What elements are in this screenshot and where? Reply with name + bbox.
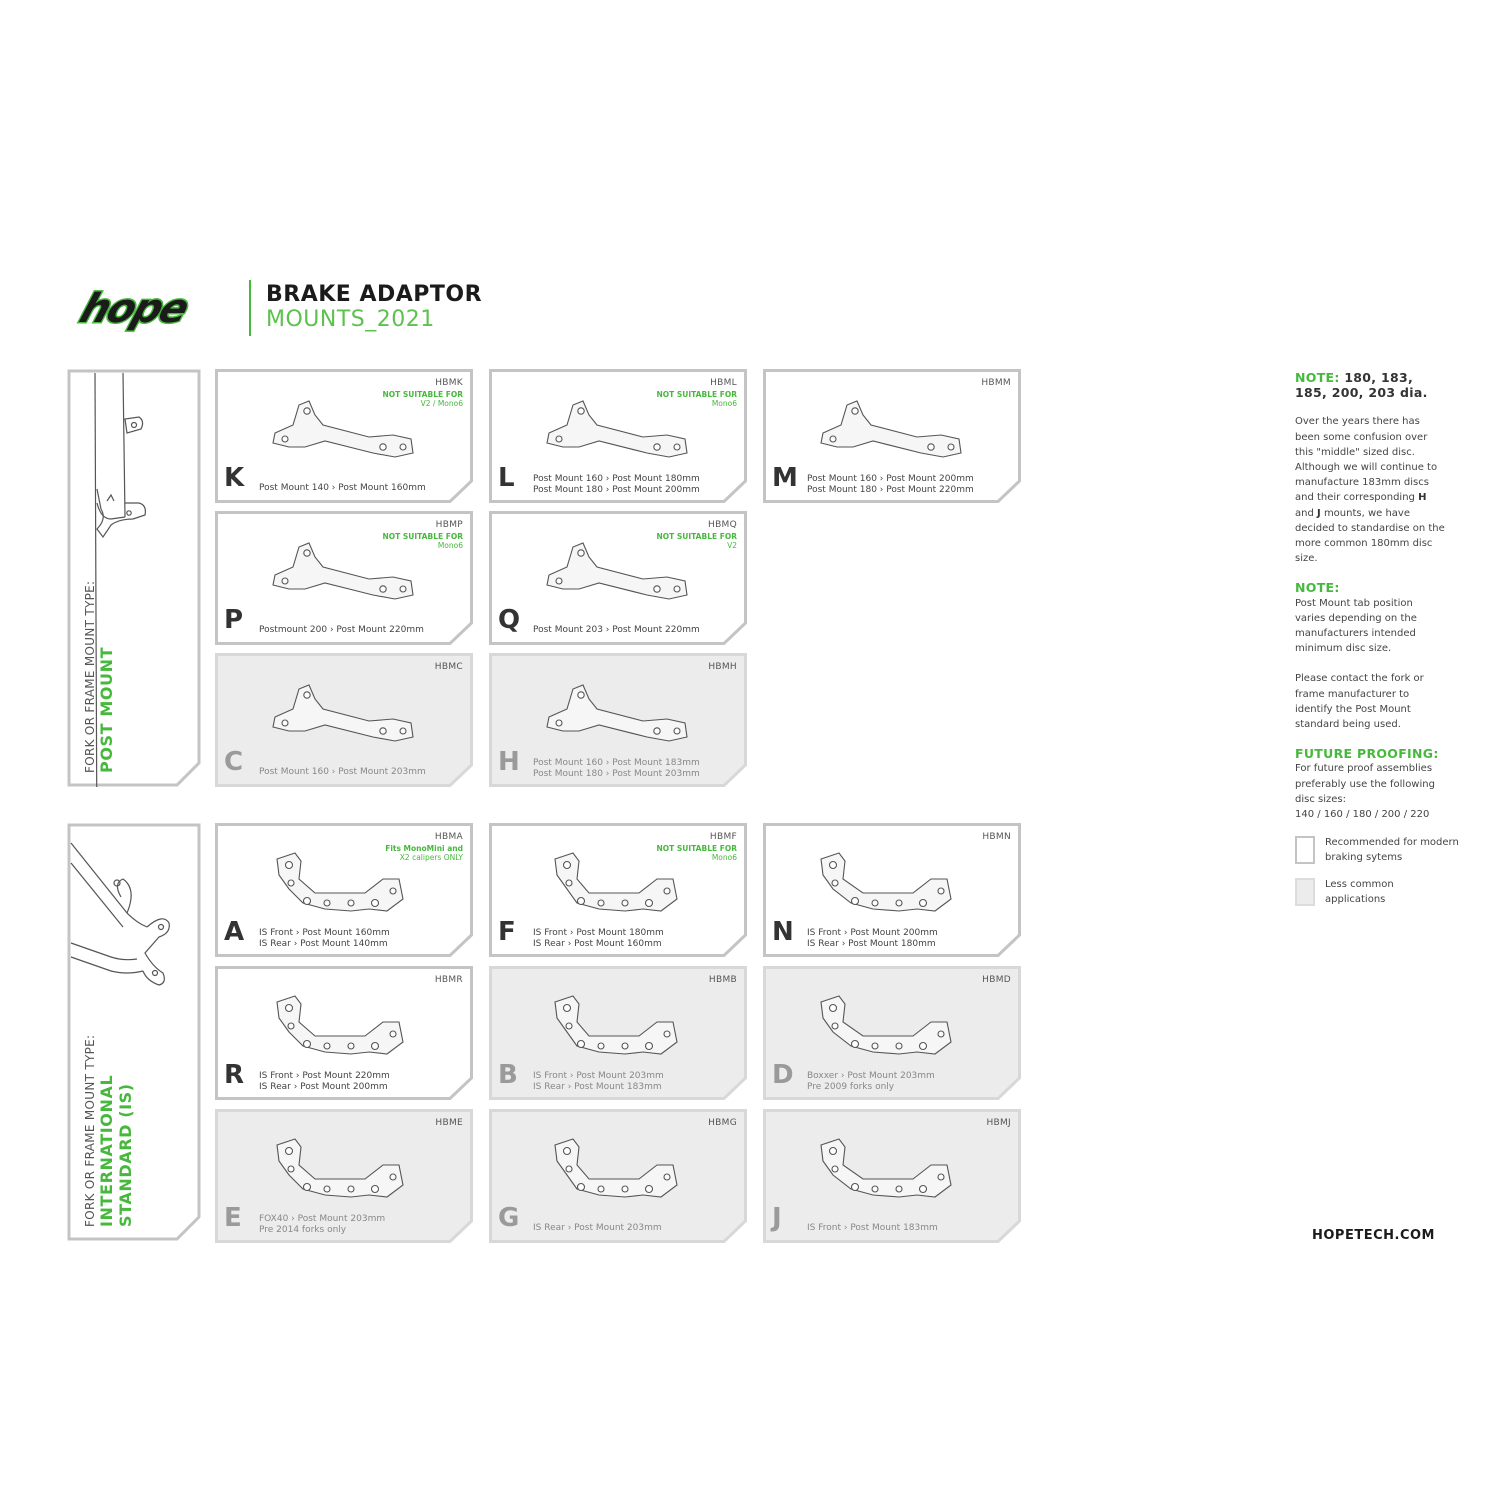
mount-letter: F: [498, 917, 516, 947]
description-line: IS Front › Post Mount 160mm: [259, 928, 390, 938]
mount-letter: L: [498, 463, 515, 493]
warning-line: NOT SUITABLE FOR: [656, 390, 737, 399]
sidebar-notes: [1295, 370, 1465, 822]
page-subtitle: MOUNTS_2021: [266, 307, 435, 332]
mount-description: [259, 1214, 385, 1236]
mount-description: [259, 928, 390, 950]
adaptor-card-r: [215, 966, 473, 1100]
description-line: FOX40 › Post Mount 203mm: [259, 1214, 386, 1224]
note-label: NOTE:: [1295, 370, 1340, 385]
mount-letter: R: [224, 1060, 245, 1090]
is-adaptor-icon: [265, 992, 425, 1062]
warning-line: V2 / Mono6: [420, 399, 463, 408]
warning-line: NOT SUITABLE FOR: [656, 532, 737, 541]
description-line: IS Rear › Post Mount 200mm: [259, 1082, 388, 1092]
adaptor-illustration: [813, 849, 973, 923]
part-code: HBMJ: [986, 1118, 1011, 1128]
note-and: and: [1295, 507, 1314, 519]
is-adaptor-icon: [539, 992, 699, 1062]
part-code: HBMA: [434, 832, 463, 842]
section-main-label: INTERNATIONAL: [97, 1074, 116, 1227]
adaptor-illustration: [813, 992, 973, 1066]
hope-logo: [68, 284, 240, 334]
description-line: Post Mount 180 › Post Mount 200mm: [533, 485, 700, 495]
part-code: HBMR: [434, 975, 463, 985]
mount-letter: P: [224, 605, 244, 635]
description-line: IS Front › Post Mount 220mm: [259, 1071, 390, 1081]
description-line: IS Rear › Post Mount 180mm: [807, 939, 936, 949]
adaptor-card-h: [489, 653, 747, 787]
mount-description: [533, 928, 664, 950]
mount-description: [259, 483, 426, 494]
part-code: HBMB: [708, 975, 737, 985]
mount-description: [533, 758, 700, 780]
description-line: Pre 2014 forks only: [259, 1225, 347, 1235]
legend-label: Less common applications: [1325, 879, 1394, 905]
is-adaptor-icon: [813, 1135, 973, 1205]
description-line: IS Rear › Post Mount 183mm: [533, 1082, 662, 1092]
adaptor-illustration: [539, 679, 699, 753]
legend-less-common: [1295, 878, 1465, 908]
description-line: Pre 2009 forks only: [807, 1082, 895, 1092]
mount-letter: Q: [498, 605, 521, 635]
section-pre-label: FORK OR FRAME MOUNT TYPE:: [83, 1034, 97, 1227]
note-j: J: [1317, 507, 1321, 519]
part-code: HBME: [435, 1118, 463, 1128]
section-main-label: POST MOUNT: [97, 646, 116, 773]
warning-line: Fits MonoMini and: [385, 844, 463, 853]
note-body-b: mounts, we have decided to standardise on the more common 180mm disc size.: [1295, 507, 1445, 565]
section-pre-label: FORK OR FRAME MOUNT TYPE:: [83, 580, 97, 773]
note-h: H: [1418, 492, 1427, 504]
future-body: For future proof assemblies preferably use the following disc sizes:: [1295, 763, 1435, 805]
description-line: IS Front › Post Mount 180mm: [533, 928, 664, 938]
warning-line: NOT SUITABLE FOR: [656, 844, 737, 853]
compatibility-warning: [382, 532, 463, 550]
mount-description: [807, 1223, 938, 1234]
legend-swatch-outline: [1295, 836, 1315, 864]
section-label-is: [83, 1035, 135, 1227]
adaptor-card-n: [763, 823, 1021, 957]
compatibility-warning: [382, 390, 463, 408]
adaptor-card-k: [215, 369, 473, 503]
mount-description: [259, 625, 424, 636]
description-line: Post Mount 160 › Post Mount 183mm: [533, 758, 700, 768]
adaptor-card-q: [489, 511, 747, 645]
adaptor-card-a: [215, 823, 473, 957]
mount-letter: C: [224, 747, 244, 777]
section-international-standard: [67, 823, 201, 1241]
mount-description: [807, 1071, 935, 1093]
is-adaptor-icon: [813, 849, 973, 919]
description-line: IS Front › Post Mount 203mm: [533, 1071, 664, 1081]
description-line: Post Mount 160 › Post Mount 203mm: [259, 767, 426, 777]
part-code: HBMP: [435, 520, 463, 530]
adaptor-card-g: [489, 1109, 747, 1243]
section-main-label: STANDARD (IS): [116, 1083, 135, 1227]
part-code: HBMM: [981, 378, 1011, 388]
description-line: IS Front › Post Mount 183mm: [807, 1223, 938, 1233]
description-line: Post Mount 180 › Post Mount 220mm: [807, 485, 974, 495]
description-line: Post Mount 203 › Post Mount 220mm: [533, 625, 700, 635]
adaptor-illustration: [265, 992, 425, 1066]
part-code: HBMD: [982, 975, 1011, 985]
description-line: IS Rear › Post Mount 140mm: [259, 939, 388, 949]
section-post-mount: [67, 369, 201, 787]
post-mount-adaptor-icon: [265, 679, 425, 749]
note2-heading: NOTE:: [1295, 580, 1340, 596]
adaptor-card-f: [489, 823, 747, 957]
note-body-a: Over the years there has been some confusion over this "middle" sized disc. Although we will continue to manufacture 183mm discs and their corresponding: [1295, 416, 1438, 504]
mount-letter: H: [498, 747, 520, 777]
website-link[interactable]: HOPETECH.COM: [1312, 1228, 1435, 1243]
adaptor-card-l: [489, 369, 747, 503]
compatibility-warning: [656, 390, 737, 408]
warning-line: NOT SUITABLE FOR: [382, 390, 463, 399]
part-code: HBMN: [982, 832, 1011, 842]
compatibility-warning: [656, 844, 737, 862]
post-mount-adaptor-icon: [813, 395, 973, 465]
mount-description: [533, 625, 700, 636]
description-line: Postmount 200 › Post Mount 220mm: [259, 625, 424, 635]
warning-line: V2: [727, 541, 737, 550]
title-divider: [249, 280, 251, 336]
note2-body: Post Mount tab position varies depending on the manufacturers intended minimum disc size.: [1295, 597, 1417, 655]
warning-line: X2 calipers ONLY: [399, 853, 463, 862]
adaptor-card-d: [763, 966, 1021, 1100]
description-line: Post Mount 160 › Post Mount 200mm: [807, 474, 974, 484]
future-heading: FUTURE PROOFING:: [1295, 746, 1439, 762]
note-body: [1295, 414, 1445, 566]
part-code: HBMH: [708, 662, 737, 672]
mount-description: [807, 928, 938, 950]
mount-description: [259, 767, 426, 778]
adaptor-card-m: [763, 369, 1021, 503]
section-label-post-mount: [83, 581, 116, 773]
adaptor-card-p: [215, 511, 473, 645]
legend-recommended: [1295, 836, 1465, 866]
legend-swatch-filled: [1295, 878, 1315, 906]
future-sizes: 140 / 160 / 180 / 200 / 220: [1295, 809, 1430, 821]
post-mount-adaptor-icon: [539, 679, 699, 749]
description-line: IS Rear › Post Mount 203mm: [533, 1223, 662, 1233]
part-code: HBMK: [435, 378, 463, 388]
note-heading: [1295, 370, 1465, 400]
page-title: BRAKE ADAPTOR: [266, 282, 483, 307]
description-line: Boxxer › Post Mount 203mm: [807, 1071, 935, 1081]
is-adaptor-icon: [265, 1135, 425, 1205]
part-code: HBMG: [708, 1118, 737, 1128]
note-disc-sizes-2: 185, 200, 203 dia.: [1295, 385, 1428, 401]
part-code: HBMF: [709, 832, 737, 842]
mount-letter: K: [224, 463, 245, 493]
compatibility-warning: [656, 532, 737, 550]
description-line: Post Mount 180 › Post Mount 203mm: [533, 769, 700, 779]
mount-letter: J: [772, 1203, 782, 1233]
adaptor-card-b: [489, 966, 747, 1100]
mount-letter: D: [772, 1060, 794, 1090]
description-line: IS Rear › Post Mount 160mm: [533, 939, 662, 949]
adaptor-illustration: [265, 1135, 425, 1209]
mount-letter: G: [498, 1203, 520, 1233]
note2-body-2: Please contact the fork or frame manufacturer to identify the Post Mount standard being used.: [1295, 673, 1424, 731]
mount-letter: B: [498, 1060, 518, 1090]
legend-label: Recommended for modern braking sytems: [1325, 837, 1459, 863]
mount-description: [533, 474, 700, 496]
warning-line: Mono6: [437, 541, 463, 550]
adaptor-illustration: [813, 1135, 973, 1209]
mount-description: [259, 1071, 390, 1093]
part-code: HBMQ: [708, 520, 737, 530]
adaptor-illustration: [813, 395, 973, 469]
is-adaptor-icon: [813, 992, 973, 1062]
hope-logo-text: hope: [74, 284, 194, 332]
mount-description: [533, 1071, 664, 1093]
adaptor-card-c: [215, 653, 473, 787]
mount-description: [533, 1223, 662, 1234]
description-line: Post Mount 140 › Post Mount 160mm: [259, 483, 426, 493]
adaptor-card-e: [215, 1109, 473, 1243]
description-line: Post Mount 160 › Post Mount 180mm: [533, 474, 700, 484]
adaptor-illustration: [539, 1135, 699, 1209]
mount-letter: E: [224, 1203, 242, 1233]
compatibility-warning: [385, 844, 463, 862]
note-disc-sizes: 180, 183,: [1344, 370, 1414, 385]
warning-line: Mono6: [711, 853, 737, 862]
part-code: HBMC: [434, 662, 463, 672]
warning-line: Mono6: [711, 399, 737, 408]
is-adaptor-icon: [539, 1135, 699, 1205]
mount-letter: M: [772, 463, 798, 493]
part-code: HBML: [710, 378, 737, 388]
mount-letter: A: [224, 917, 245, 947]
warning-line: NOT SUITABLE FOR: [382, 532, 463, 541]
mount-description: [807, 474, 974, 496]
adaptor-illustration: [265, 679, 425, 753]
description-line: IS Front › Post Mount 200mm: [807, 928, 938, 938]
mount-letter: N: [772, 917, 794, 947]
adaptor-illustration: [539, 992, 699, 1066]
adaptor-card-j: [763, 1109, 1021, 1243]
